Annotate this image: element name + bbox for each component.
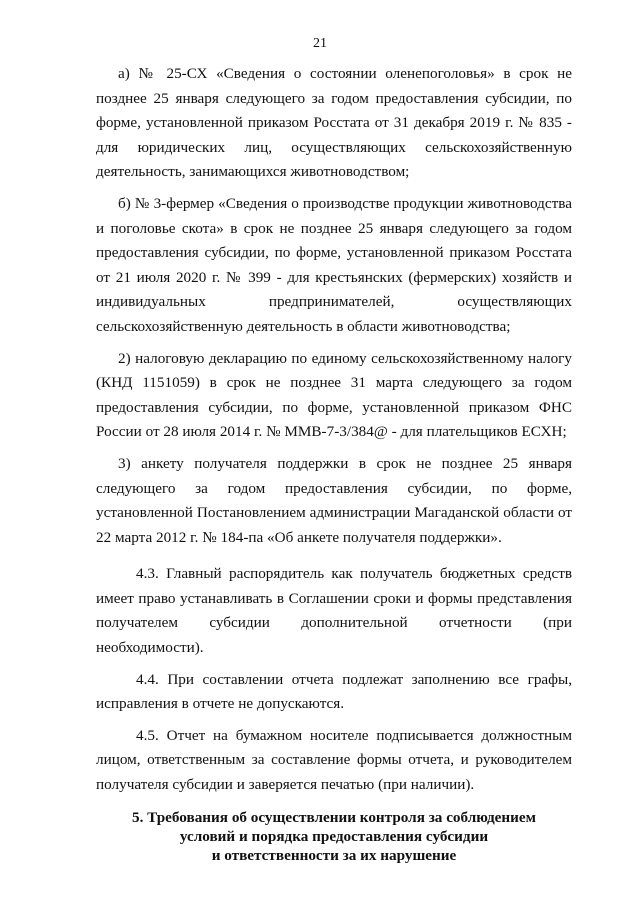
- section-5-heading: [96, 808, 572, 865]
- section-heading-line-2: условий и порядка предоставления субсидии: [179, 827, 489, 845]
- section-heading-line-3: и ответственности за их нарушение: [211, 846, 457, 864]
- paragraph-form-3-fermer: б) № 3-фермер «Сведения о производстве продукции животноводства и поголовье скота» в срок не позднее 25 января следующего за годом предоставления субсидии, по форме, установленной приказом Росстата от 21 июля 2020 г. № 399 - для крестьянских (фермерских) хозяйств и индивидуальных предпринимателей, осуществляющих сельскохозяйственную деятельность в области животноводства;: [96, 194, 572, 335]
- paragraph-form-25-sx: а) № 25-СХ «Сведения о состоянии оленепоголовья» в срок не позднее 25 января следующего за годом предоставления субсидии, по форме, установленной приказом Росстата от 31 декабря 2019 г. № 835 - для юридических лиц, осуществляющих сельскохозяйственную деятельность, занимающихся животноводством;: [96, 65, 572, 181]
- page-number: 21: [313, 36, 327, 51]
- paragraph-recipient-questionnaire: 3) анкету получателя поддержки в срок не позднее 25 января следующего за годом предоставления субсидии, по форме, установленной Постановлением администрации Магаданской области от 22 марта 2012 г. № 184-па «Об анкете получателя поддержки».: [96, 454, 572, 546]
- paragraph-4-4: 4.4. При составлении отчета подлежат заполнению все графы, исправления в отчете не допускаются.: [96, 670, 572, 713]
- paragraph-4-5: 4.5. Отчет на бумажном носителе подписывается должностным лицом, ответственным за составление формы отчета, и руководителем получателя субсидии и заверяется печатью (при наличии).: [96, 726, 572, 794]
- section-heading-line-1: 5. Требования об осуществлении контроля за соблюдением: [131, 808, 537, 826]
- paragraph-4-3: 4.3. Главный распорядитель как получатель бюджетных средств имеет право устанавливать в Соглашении сроки и формы представления получателем субсидии дополнительной отчетности (при необходимости).: [96, 565, 572, 657]
- paragraph-tax-declaration: 2) налоговую декларацию по единому сельскохозяйственному налогу (КНД 1151059) в срок не позднее 31 марта следующего за годом предоставления субсидии, по форме, установленной приказом ФНС России от 28 июля 2014 г. № ММВ-7-3/384@ - для плательщиков ЕСХН;: [96, 349, 572, 441]
- document-body: [96, 62, 572, 865]
